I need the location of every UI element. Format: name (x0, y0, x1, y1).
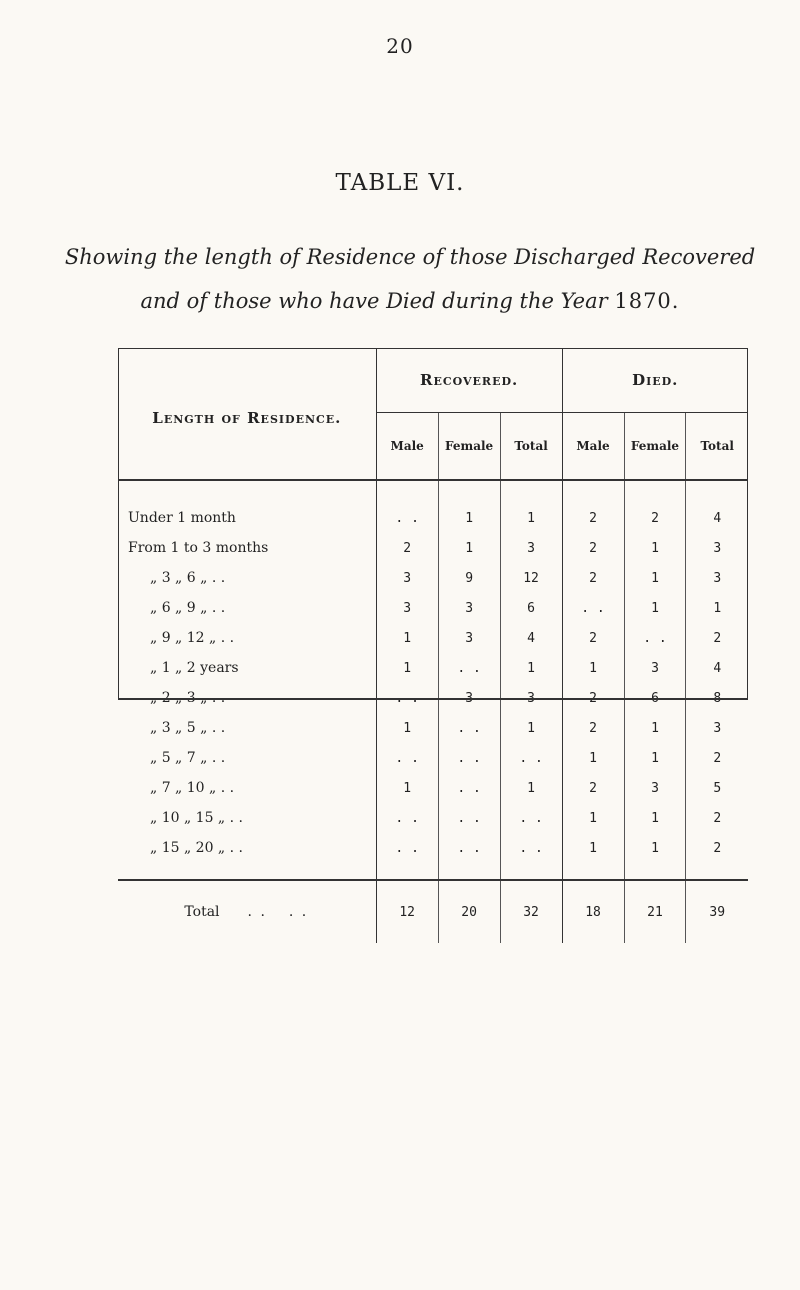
cell-died-m: 2 (562, 623, 624, 653)
cell-rec-t: 12 (500, 563, 562, 593)
cell-died-m: 2 (562, 773, 624, 803)
cell-died-m: 2 (562, 563, 624, 593)
cell-rec-t: 1 (500, 653, 562, 683)
table-row (118, 563, 748, 593)
cell-rec-t: . . (500, 743, 562, 773)
cell-rec-f: . . (438, 803, 500, 833)
cell-rec-m: . . (376, 683, 438, 713)
recovered-male-header: Male (376, 412, 438, 480)
row-label: „ 2 „ 3 „ . . (118, 683, 376, 713)
cell-rec-t: 3 (500, 533, 562, 563)
cell-died-m: . . (562, 593, 624, 623)
cell-died-t: 3 (713, 540, 722, 556)
cell-died-t: 4 (713, 510, 722, 526)
cell-rec-f: . . (438, 833, 500, 863)
cell-died-t: 2 (713, 810, 722, 826)
table-row (118, 533, 748, 563)
table-subtitle (40, 235, 780, 323)
row-label: Under 1 month (118, 503, 376, 533)
table-row (118, 743, 748, 773)
row-label: „ 3 „ 5 „ . . (118, 713, 376, 743)
row-label: „ 9 „ 12 „ . . (118, 623, 376, 653)
cell-died-f: 3 (624, 653, 686, 683)
table-title: TABLE VI. (335, 170, 465, 196)
cell-died-f: 1 (624, 713, 686, 743)
subtitle-year: 1870. (614, 289, 680, 313)
row-label: „ 1 „ 2 years (118, 653, 376, 683)
table-row (118, 593, 748, 623)
cell-rec-m: 3 (376, 593, 438, 623)
total-leader-dots: . . (247, 904, 267, 920)
total-died-f: 21 (624, 880, 686, 943)
cell-died-t: 3 (713, 570, 722, 586)
cell-rec-f: 3 (438, 593, 500, 623)
cell-rec-t: 1 (500, 773, 562, 803)
cell-rec-f: 3 (438, 683, 500, 713)
cell-rec-m: 3 (376, 563, 438, 593)
table-row (118, 683, 748, 713)
cell-rec-m: 1 (376, 623, 438, 653)
length-of-residence-header: Length of Residence. (118, 348, 376, 480)
cell-rec-m: . . (376, 833, 438, 863)
cell-died-t: 3 (713, 720, 722, 736)
cell-rec-m: 1 (376, 653, 438, 683)
total-leader-dots: . . (288, 904, 309, 920)
cell-died-t: 8 (713, 690, 722, 706)
cell-died-f: . . (624, 623, 686, 653)
row-label: „ 15 „ 20 „ . . (118, 833, 376, 863)
cell-died-f: 1 (624, 803, 686, 833)
cell-died-m: 2 (562, 503, 624, 533)
cell-died-f: 2 (624, 503, 686, 533)
table-row (118, 623, 748, 653)
cell-died-t: 4 (713, 660, 722, 676)
cell-rec-m: . . (376, 743, 438, 773)
cell-rec-t: . . (500, 803, 562, 833)
cell-rec-t: . . (500, 833, 562, 863)
total-row (118, 880, 748, 943)
cell-died-m: 2 (562, 683, 624, 713)
row-label: „ 10 „ 15 „ . . (118, 803, 376, 833)
table-row (118, 803, 748, 833)
cell-rec-f: . . (438, 713, 500, 743)
table-row (118, 833, 748, 863)
cell-died-t: 2 (713, 630, 722, 646)
died-total-header: Total (686, 412, 748, 480)
table-row (118, 713, 748, 743)
cell-rec-f: 9 (438, 563, 500, 593)
row-label: „ 6 „ 9 „ . . (118, 593, 376, 623)
cell-died-m: 2 (562, 713, 624, 743)
cell-died-f: 3 (624, 773, 686, 803)
cell-died-m: 2 (562, 533, 624, 563)
recovered-female-header: Female (438, 412, 500, 480)
total-label-text: Total (184, 904, 220, 920)
cell-rec-f: . . (438, 653, 500, 683)
cell-rec-m: 1 (376, 773, 438, 803)
row-label: „ 3 „ 6 „ . . (118, 563, 376, 593)
table-row (118, 773, 748, 803)
residence-table (118, 348, 748, 943)
cell-rec-m: 1 (376, 713, 438, 743)
total-label (118, 880, 376, 943)
total-rec-f: 20 (438, 880, 500, 943)
row-label: „ 5 „ 7 „ . . (118, 743, 376, 773)
cell-rec-t: 1 (500, 713, 562, 743)
cell-rec-m: 2 (376, 533, 438, 563)
cell-died-t: 1 (713, 600, 722, 616)
recovered-group-header: Recovered. (376, 348, 562, 412)
cell-died-f: 1 (624, 743, 686, 773)
cell-died-m: 1 (562, 653, 624, 683)
cell-died-t: 5 (713, 780, 722, 796)
cell-died-f: 1 (624, 593, 686, 623)
recovered-total-header: Total (500, 412, 562, 480)
subtitle-line-2 (40, 279, 780, 323)
cell-died-t: 2 (713, 840, 722, 856)
cell-rec-m: . . (376, 803, 438, 833)
table-body (118, 480, 748, 943)
total-rec-m: 12 (376, 880, 438, 943)
cell-rec-t: 1 (500, 503, 562, 533)
cell-rec-f: 3 (438, 623, 500, 653)
cell-rec-t: 4 (500, 623, 562, 653)
cell-died-m: 1 (562, 743, 624, 773)
cell-rec-f: . . (438, 743, 500, 773)
row-label: „ 7 „ 10 „ . . (118, 773, 376, 803)
cell-rec-t: 6 (500, 593, 562, 623)
table-row (118, 653, 748, 683)
cell-rec-m: . . (376, 503, 438, 533)
cell-died-f: 1 (624, 533, 686, 563)
cell-died-f: 1 (624, 833, 686, 863)
total-rec-t: 32 (500, 880, 562, 943)
row-label: From 1 to 3 months (118, 533, 376, 563)
total-died-m: 18 (562, 880, 624, 943)
cell-died-f: 6 (624, 683, 686, 713)
cell-rec-f: 1 (438, 533, 500, 563)
cell-died-m: 1 (562, 833, 624, 863)
cell-died-f: 1 (624, 563, 686, 593)
total-died-t: 39 (686, 880, 748, 943)
cell-rec-t: 3 (500, 683, 562, 713)
died-male-header: Male (562, 412, 624, 480)
cell-rec-f: 1 (438, 503, 500, 533)
died-female-header: Female (624, 412, 686, 480)
table-row (118, 503, 748, 533)
cell-died-t: 2 (713, 750, 722, 766)
subtitle-line-2-text: and of those who have Died during the Year (140, 289, 608, 313)
cell-rec-f: . . (438, 773, 500, 803)
subtitle-line-1: Showing the length of Residence of those Discharged Recovered (64, 245, 756, 269)
died-group-header: Died. (562, 348, 748, 412)
cell-died-m: 1 (562, 803, 624, 833)
page-number: 20 (386, 34, 414, 58)
